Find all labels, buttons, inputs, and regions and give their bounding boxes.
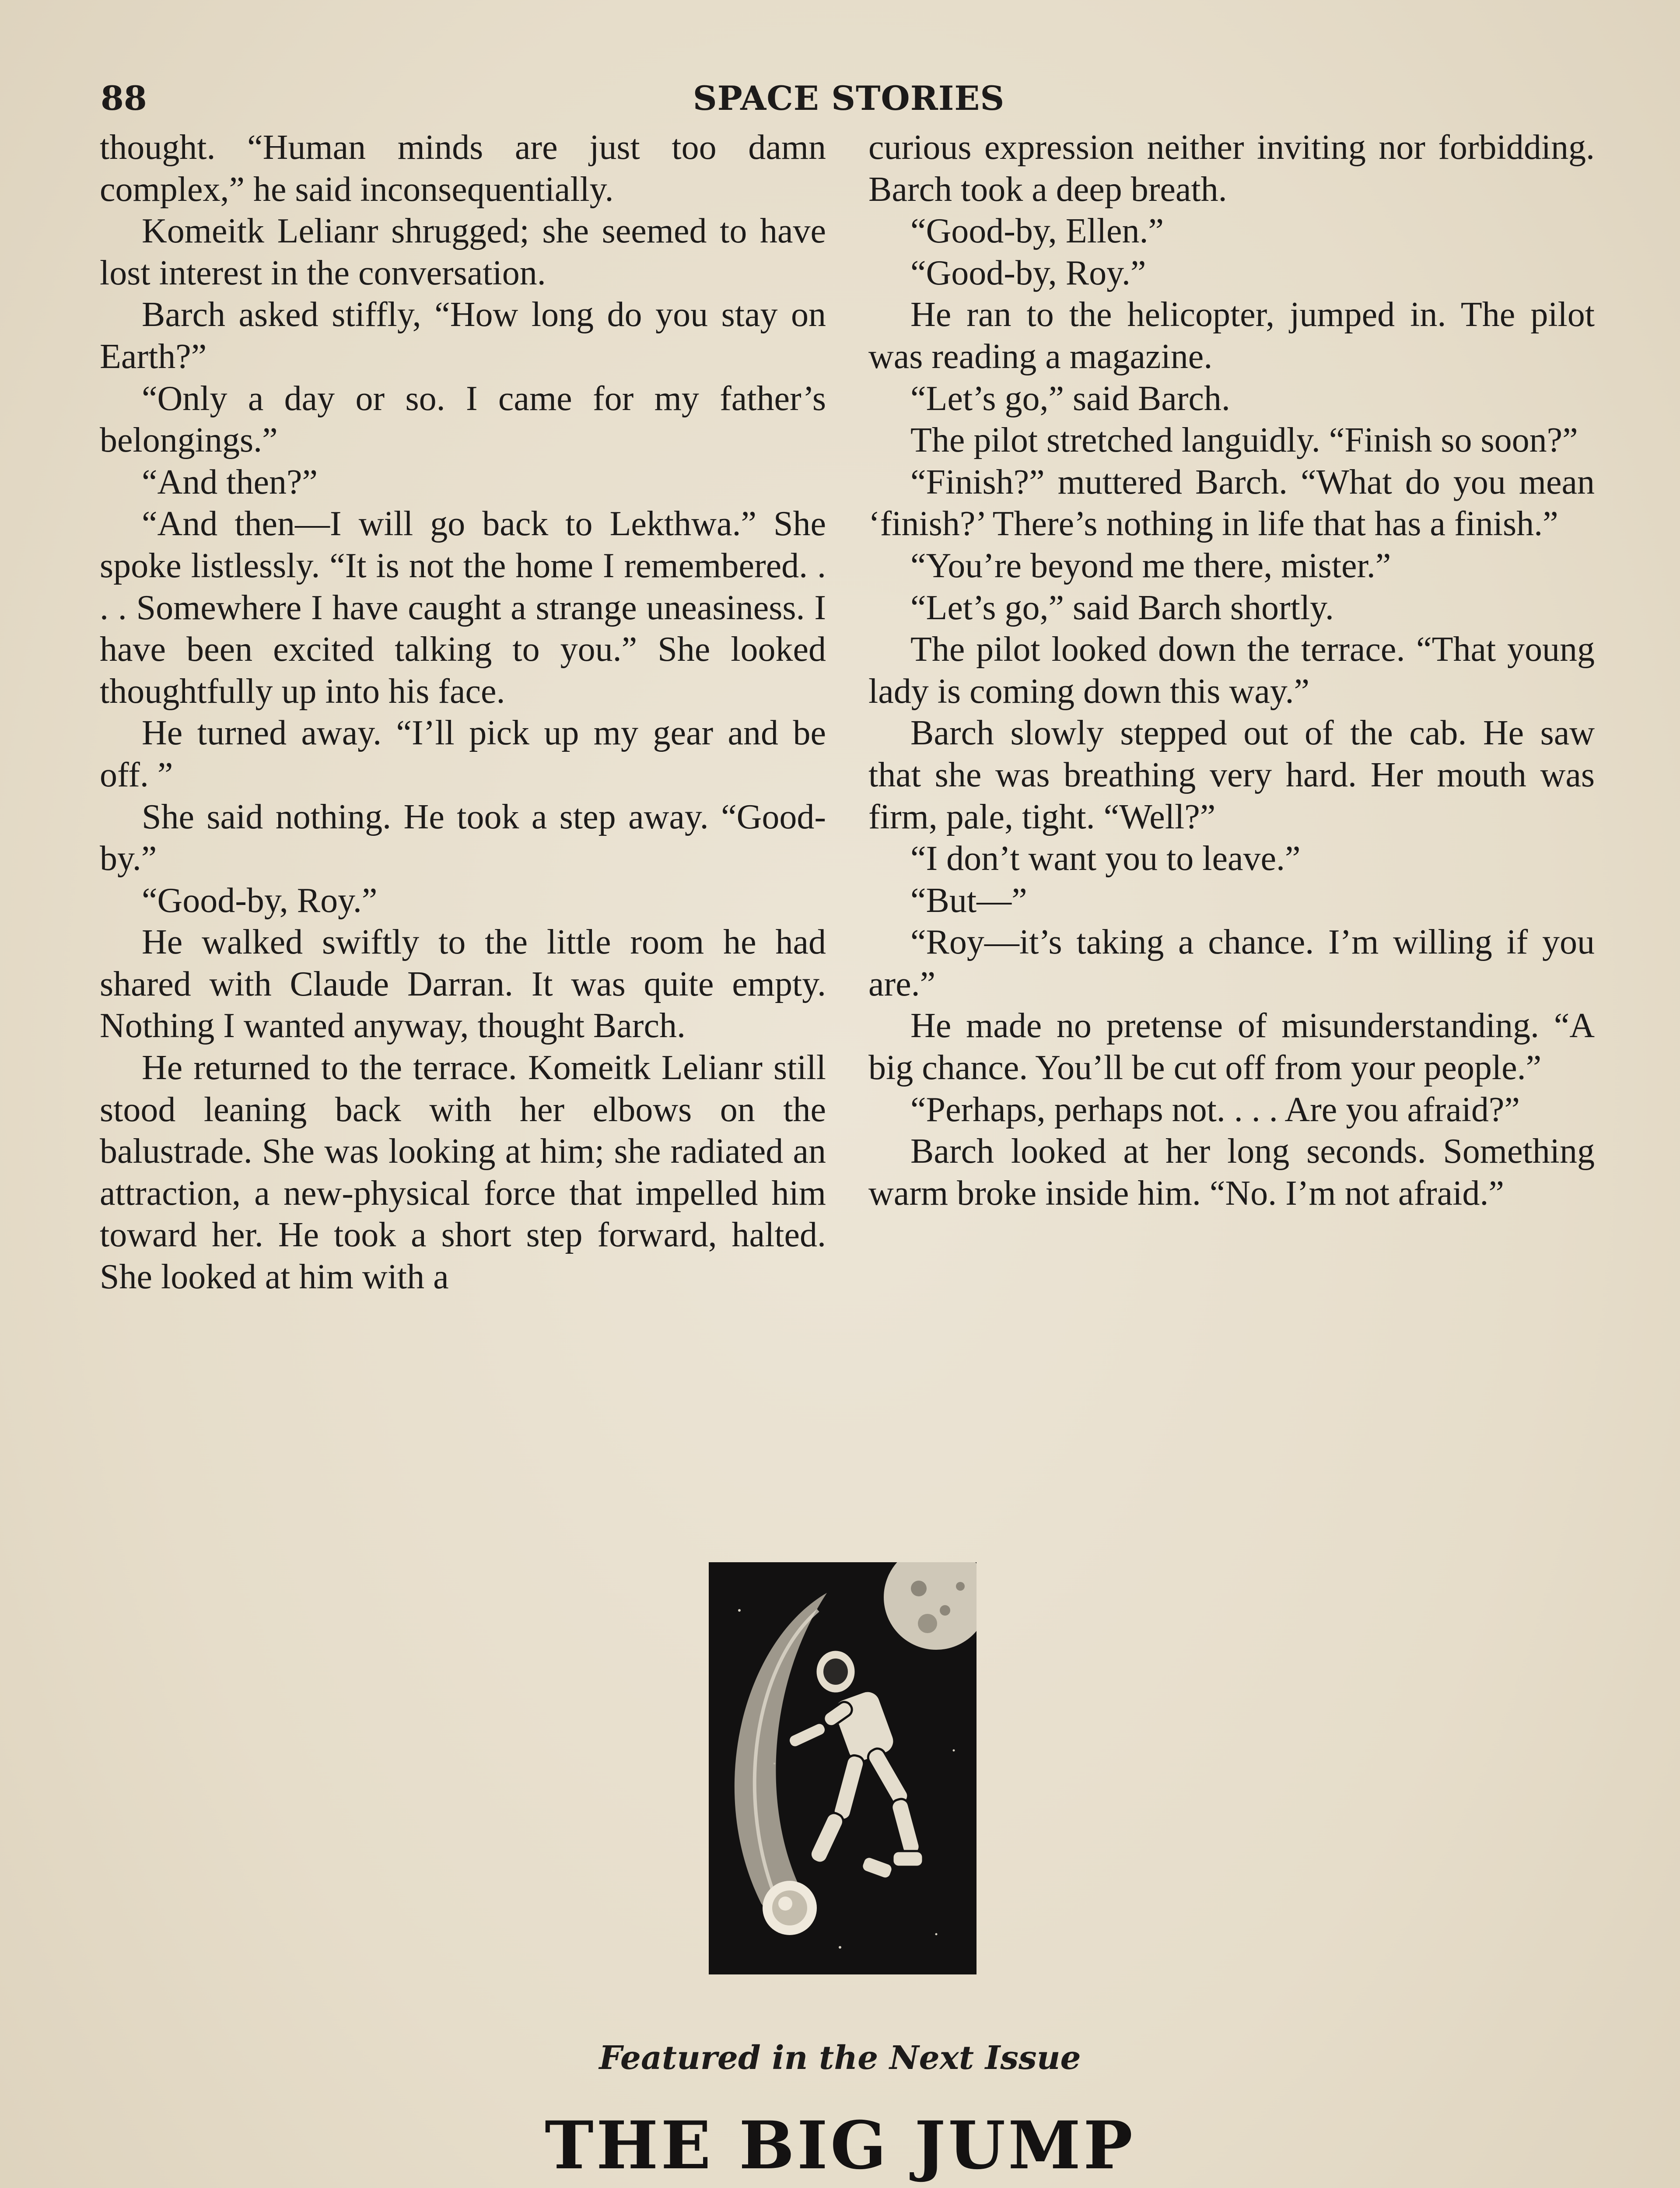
paragraph: “And then—I will go back to Lekthwa.” She spoke listlessly. “It is not the home I remembered. . . . Somewhere I have caught a strange uneasiness. I have been excited talking to you.” She looked thoughtfully up into his face. — [100, 505, 826, 711]
page-number: 88 — [101, 79, 147, 118]
paragraph: The pilot stretched languidly. “Finish so soon?” — [910, 421, 1578, 460]
paragraph: Barch slowly stepped out of the cab. He saw that she was breathing very hard. Her mouth was firm, pale, tight. “Well?” — [868, 714, 1595, 836]
paragraph: “Only a day or so. I came for my father’s belongings.” — [100, 379, 826, 460]
paragraph: The pilot looked down the terrace. “That young lady is coming down this way.” — [868, 630, 1595, 711]
paragraph: “Perhaps, perhaps not. . . . Are you afraid?” — [910, 1090, 1520, 1129]
story-title: THE BIG JUMP — [545, 2107, 1135, 2184]
paragraph: Barch asked stiffly, “How long do you stay on Earth?” — [100, 295, 826, 376]
paragraph: He turned away. “I’ll pick up my gear and be off. ” — [100, 714, 826, 794]
paragraph: He ran to the helicopter, jumped in. The pilot was reading a magazine. — [868, 295, 1595, 376]
paragraph: “Good-by, Roy.” — [910, 253, 1146, 292]
paragraph: “Let’s go,” said Barch shortly. — [910, 588, 1334, 627]
left-text-column — [100, 127, 826, 1298]
paragraph: He returned to the terrace. Komeitk Lelianr still stood leaning back with her elbows on the balustrade. She was looking at him; she radiated an attraction, a new-physical force that impelled him toward her. He took a short step forward, halted. She looked at him with a — [100, 1048, 826, 1297]
paragraph: “Finish?” muttered Barch. “What do you mean ‘finish?’ There’s nothing in life that has a finish.” — [868, 463, 1595, 543]
featured-next-issue: Featured in the Next Issue — [599, 2039, 1081, 2077]
paragraph: “And then?” — [142, 463, 318, 501]
paragraph: He made no pretense of misunderstanding. “A big chance. You’ll be cut off from your people.” — [868, 1006, 1595, 1087]
paragraph: thought. “Human minds are just too damn complex,” he said inconsequentially. — [100, 128, 826, 209]
paragraph: Komeitk Lelianr shrugged; she seemed to have lost interest in the conversation. — [100, 212, 826, 292]
paragraph: curious expression neither inviting nor forbidding. Barch took a deep breath. — [868, 128, 1595, 209]
paragraph: He walked swiftly to the little room he had shared with Claude Darran. It was quite empty. Nothing I wanted anyway, thought Barch. — [100, 923, 826, 1045]
right-text-column — [868, 127, 1595, 1214]
paragraph: “I don’t want you to leave.” — [910, 839, 1301, 878]
paragraph: “But—” — [910, 881, 1027, 920]
paragraph: “Let’s go,” said Barch. — [910, 379, 1230, 418]
running-head: SPACE STORIES — [693, 79, 1005, 118]
paragraph: “Good-by, Ellen.” — [910, 212, 1164, 251]
paragraph: Barch looked at her long seconds. Something warm broke inside him. “No. I’m not afraid.” — [868, 1132, 1595, 1213]
paragraph: She said nothing. He took a step away. “Good-by.” — [100, 797, 826, 878]
paragraph: “Good-by, Roy.” — [142, 881, 378, 920]
paragraph: “Roy—it’s taking a chance. I’m willing if you are.” — [868, 923, 1595, 1003]
page-header — [101, 79, 1597, 127]
paragraph: “You’re beyond me there, mister.” — [910, 546, 1391, 585]
astronaut-illustration — [709, 1562, 976, 1974]
